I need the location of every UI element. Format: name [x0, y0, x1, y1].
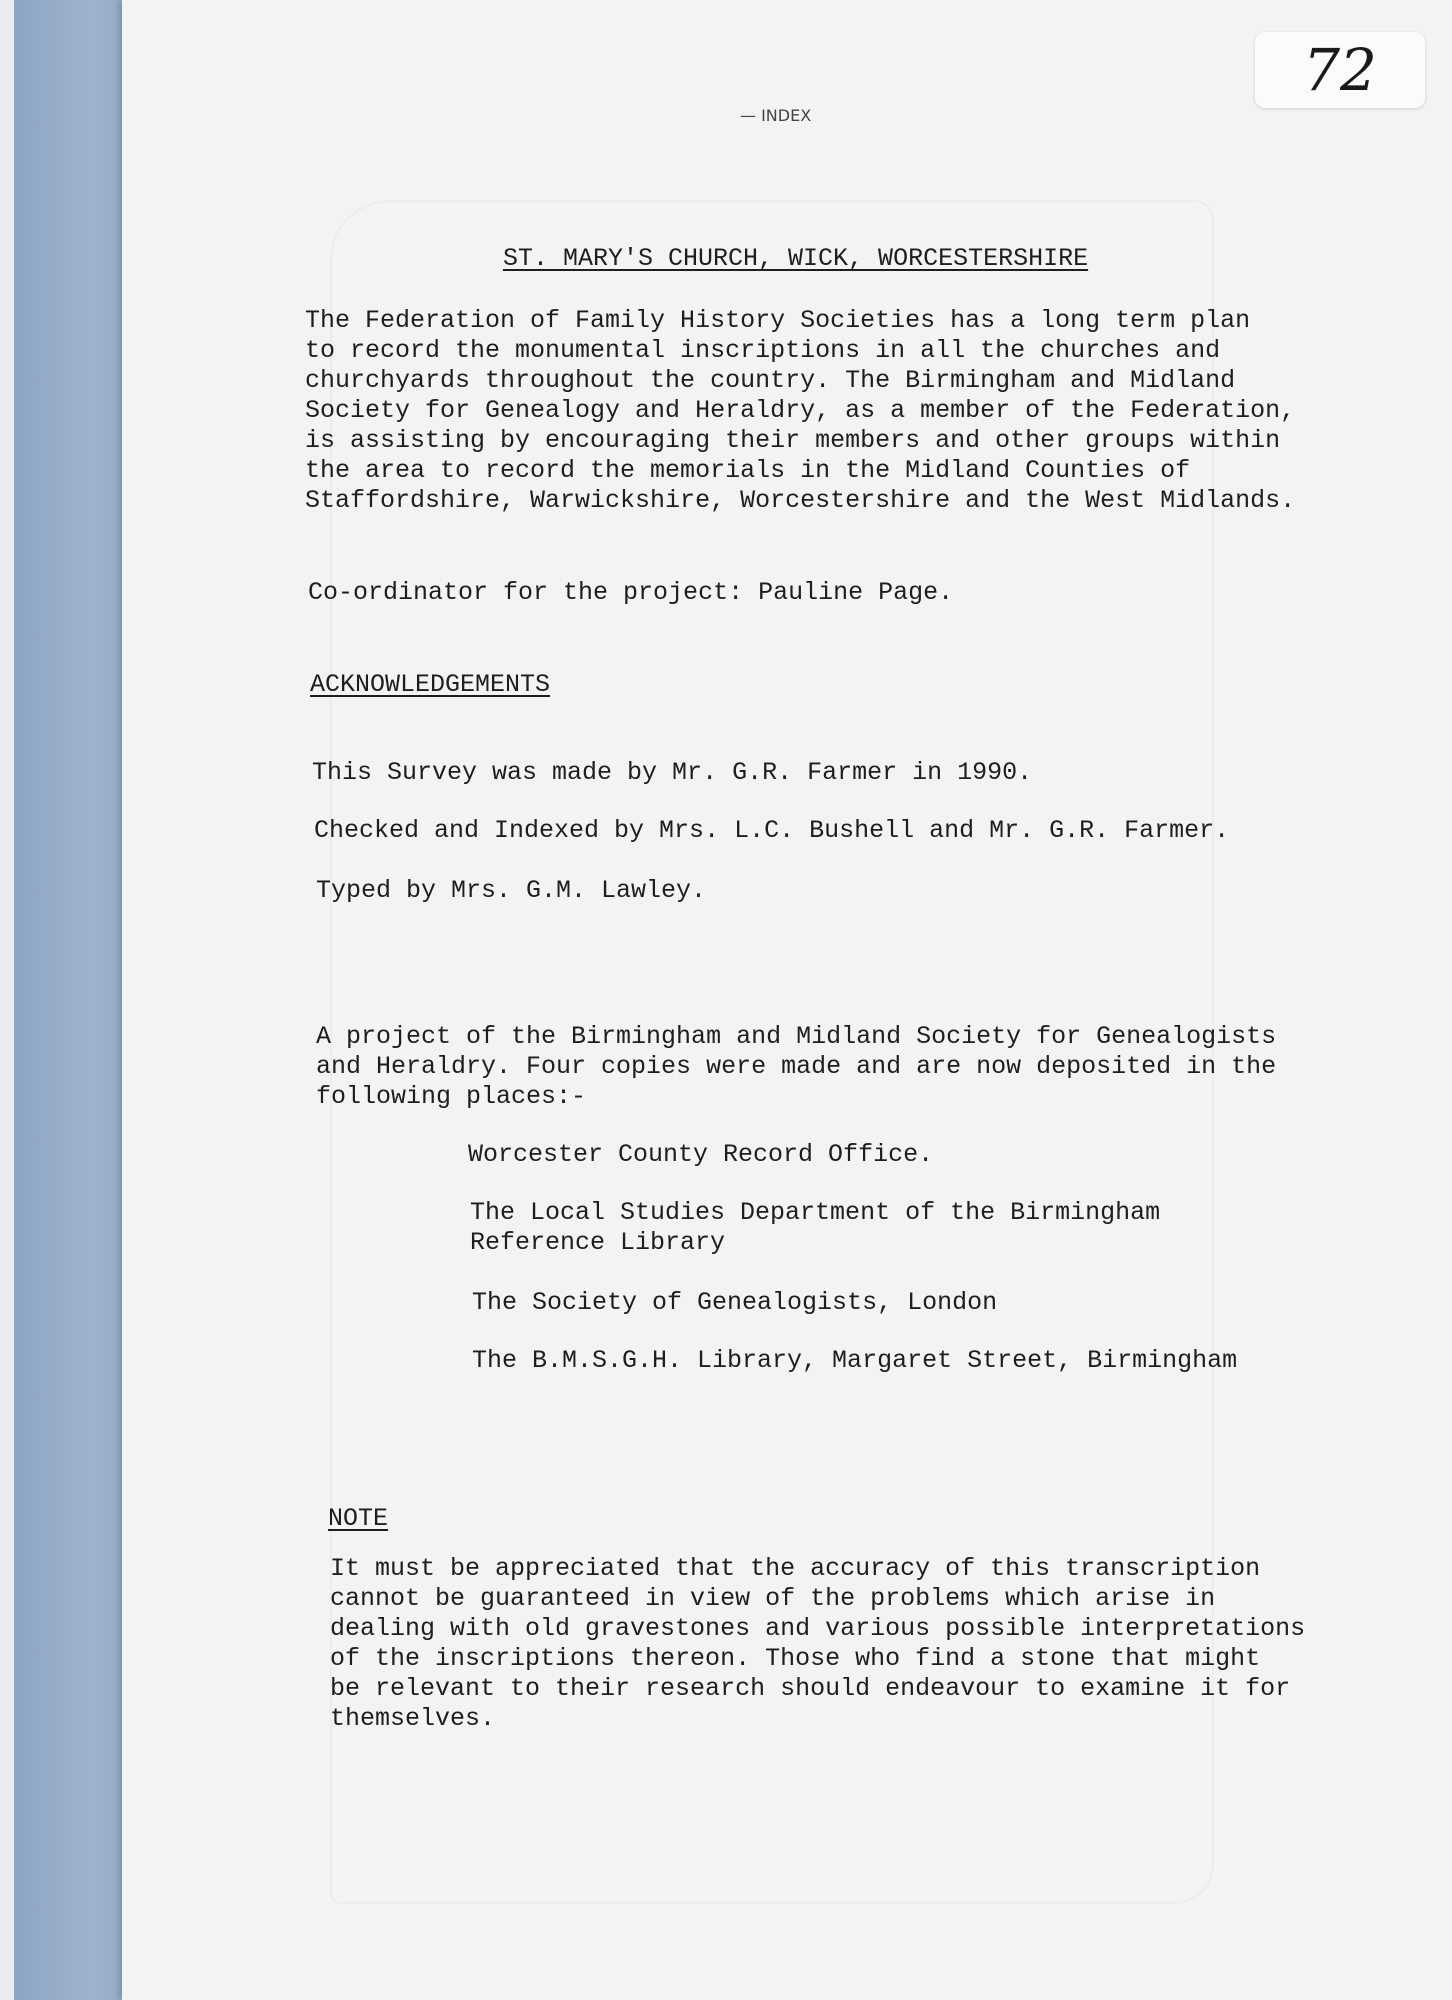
- place-item: The Society of Genealogists, London: [472, 1288, 998, 1317]
- binding-edge: [0, 0, 14, 2000]
- project-paragraph: A project of the Birmingham and Midland Society for Genealogists and Heraldry. Four copies were made and are now deposited in the following places:-: [316, 1022, 1277, 1111]
- index-annotation: — INDEX: [740, 106, 812, 125]
- place-item: The Local Studies Department of the Birmingham Reference Library: [470, 1198, 1161, 1257]
- coordinator-line: Co-ordinator for the project: Pauline Page.: [308, 578, 954, 607]
- acknowledgements-heading: ACKNOWLEDGEMENTS: [310, 670, 551, 699]
- intro-paragraph: The Federation of Family History Societies has a long term plan to record the monumental inscriptions in all the churches and churchyards throughout the country. The Birmingham and Midland Society for Genealogy and Heraldry, as a member of the Federation, is assisting by encouraging their members and other groups within the area to record the memorials in the Midland Counties of Staffordshire, Warwickshire, Worcestershire and the West Midlands.: [305, 306, 1296, 515]
- checked-line: Checked and Indexed by Mrs. L.C. Bushell and Mr. G.R. Farmer.: [314, 816, 1230, 845]
- note-paragraph: It must be appreciated that the accuracy of this transcription cannot be guaranteed in view of the problems which arise in dealing with old gravestones and various possible interpretations of the inscriptions thereon. Those who find a stone that might be relevant to their research should endeavour to examine it for themselves.: [330, 1554, 1306, 1733]
- survey-line: This Survey was made by Mr. G.R. Farmer in 1990.: [312, 758, 1033, 787]
- page-number-label: 72: [1255, 32, 1425, 108]
- document-title: ST. MARY'S CHURCH, WICK, WORCESTERSHIRE: [503, 244, 1089, 273]
- place-item: Worcester County Record Office.: [468, 1140, 934, 1169]
- place-item: The B.M.S.G.H. Library, Margaret Street, Birmingham: [472, 1346, 1238, 1375]
- typed-line: Typed by Mrs. G.M. Lawley.: [316, 876, 707, 905]
- note-heading: NOTE: [328, 1504, 389, 1533]
